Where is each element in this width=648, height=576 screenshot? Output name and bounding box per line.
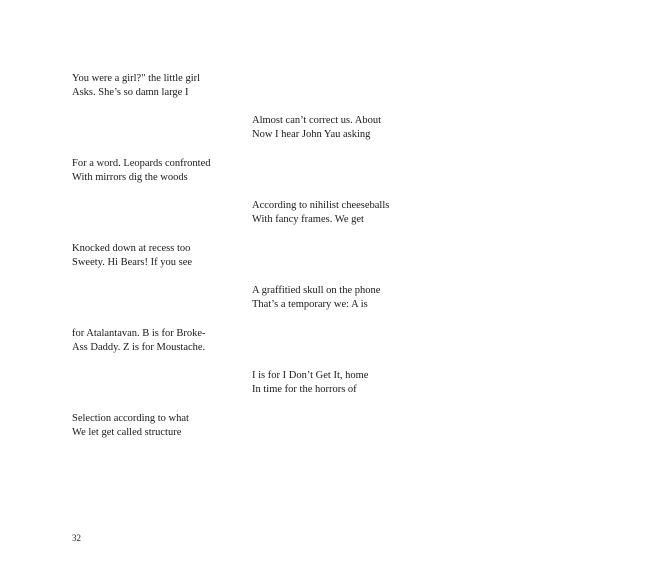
stanza-line: Knocked down at recess too [72,243,191,254]
stanza-line: Asks. She’s so damn large I [72,87,189,99]
stanza-line: We let get called structure [72,427,182,439]
stanza-line: In time for the horrors of [252,384,357,396]
stanza-6 [252,284,380,312]
stanza-line: That’s a temporary we: A is [252,299,368,311]
stanza-5 [72,242,192,270]
stanza-line: Ass Daddy. Z is for Moustache. [72,342,206,354]
stanza-1 [72,72,200,100]
stanza-line: A graffitied skull on the phone [252,285,381,296]
stanza-line: for Atalantavan. B is for Broke- [72,328,206,339]
stanza-2 [252,114,381,142]
stanza-line: Selection according to what [72,413,189,424]
stanza-line: According to nihilist cheeseballs [252,200,390,211]
stanza-9 [72,412,189,440]
page-number: 32 [72,533,81,543]
stanza-line: For a word. Leopards confronted [72,158,211,169]
stanza-line: I is for I Don’t Get It, home [252,370,369,381]
stanza-line: Almost can’t correct us. About [252,115,381,126]
stanza-line: You were a girl?" the little girl [72,73,201,84]
stanza-7 [72,327,206,355]
stanza-line: With mirrors dig the woods [72,172,188,184]
stanza-8 [252,369,368,397]
stanza-3 [72,157,211,185]
stanza-4 [252,199,389,227]
stanza-line: Sweety. Hi Bears! If you see [72,257,193,269]
stanza-line: Now I hear John Yau asking [252,129,371,141]
stanza-line: With fancy frames. We get [252,214,364,226]
